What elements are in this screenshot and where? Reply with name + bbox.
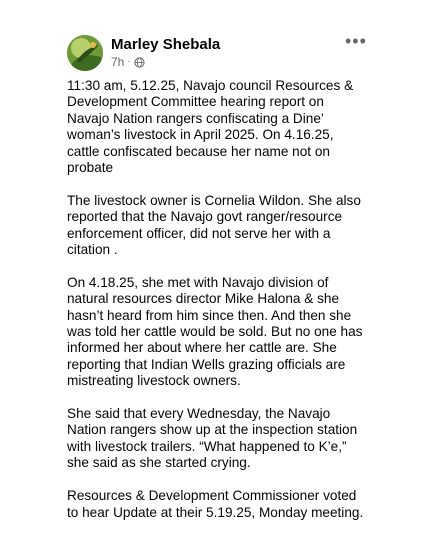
post-paragraph: On 4.18.25, she met with Navajo division of natural resources director Mike Halona & she hasn’t heard from him since then. And then she was told her cattle would be sold. But no one has informed her about where her cattle are. She reporting that Indian Wells grazing officials are mistreating livestock owners. (67, 274, 363, 389)
author-name[interactable]: Marley Shebala (111, 36, 221, 53)
post-paragraph: The livestock owner is Cornelia Wildon. She also reported that the Navajo govt ranger/resource enforcement officer, did not serve her with a citation . (67, 192, 361, 258)
post-paragraph: 11:30 am, 5.12.25, Navajo council Resources & Development Committee hearing report on Navajo Nation rangers confiscating a Dine’ woman’s livestock in April 2025. On 4.16.25, cattle confiscated because her name not on probate (67, 78, 354, 176)
post-paragraph: She said that every Wednesday, the Navajo Nation rangers show up at the inspection station with livestock trailers. “What happened to K’e,” she said as she started crying. (67, 406, 358, 471)
post-paragraph: Resources & Development Commissioner voted to hear Update at their 5.19.25, Monday meeting. (67, 488, 364, 520)
more-options-icon[interactable]: ••• (345, 31, 367, 51)
post-meta (111, 55, 145, 69)
globe-icon[interactable] (134, 57, 145, 68)
author-avatar[interactable] (67, 35, 103, 71)
post-timestamp[interactable]: 7h (111, 55, 125, 69)
avatar-image (67, 35, 103, 71)
meta-separator: · (127, 56, 131, 67)
post-body (67, 78, 367, 537)
